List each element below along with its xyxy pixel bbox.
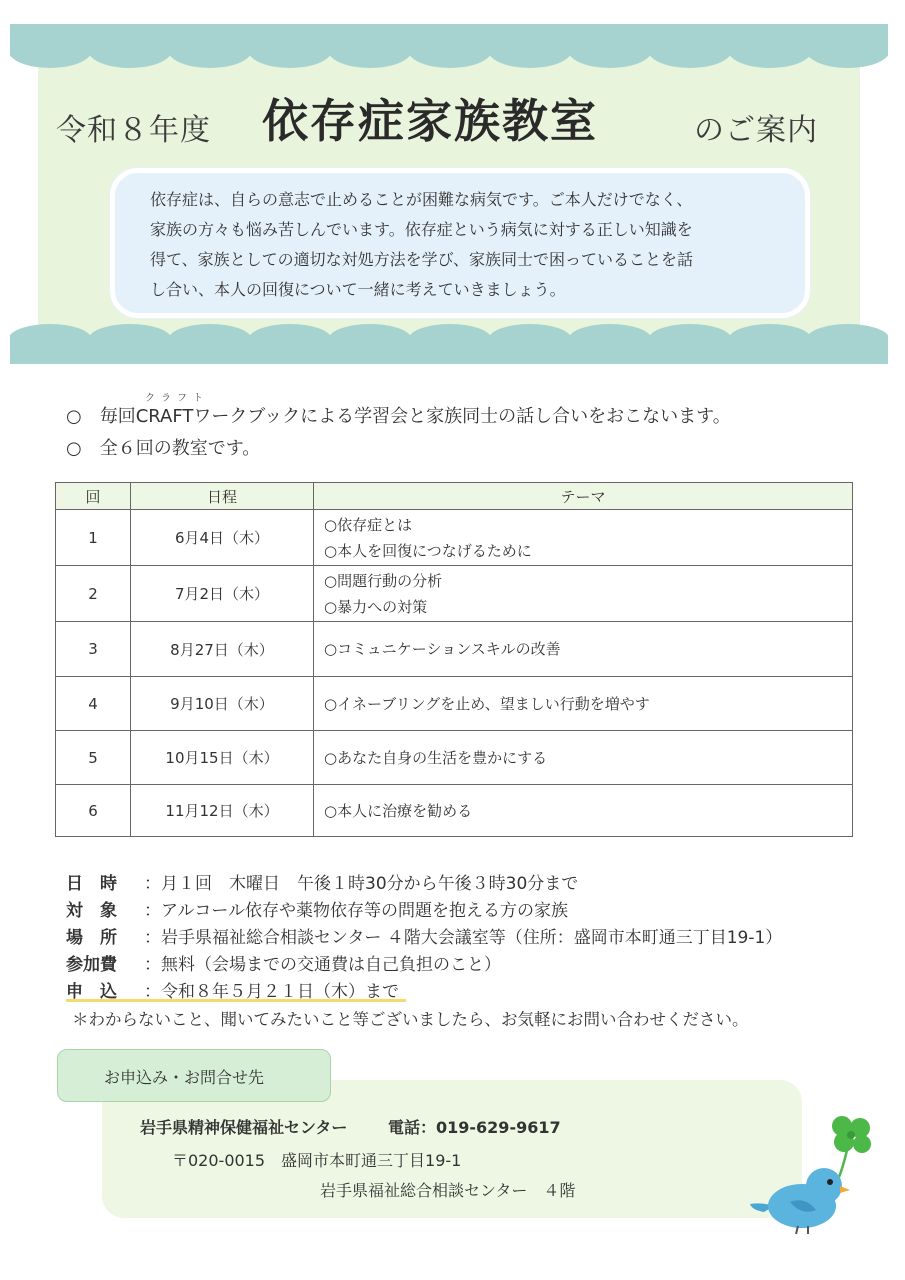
session-date: 11月12日（木） bbox=[131, 785, 314, 837]
bullet-sessions: ○ 全６回の教室です。 bbox=[66, 438, 261, 459]
intro-line: し合い、本人の回復について一緒に考えていきましょう。 bbox=[150, 280, 566, 299]
header-theme: テーマ bbox=[314, 483, 853, 510]
detail-note: ＊わからないこと、聞いてみたいこと等ございましたら、お気軽にお問い合わせください。 bbox=[72, 1010, 749, 1029]
schedule-table bbox=[55, 482, 853, 837]
intro-line: 家族の方々も悩み苦しんでいます。依存症という病気に対する正しい知識を bbox=[150, 220, 693, 239]
intro-line: 得て、家族としての適切な対処方法を学び、家族同士で困っていることを話 bbox=[150, 250, 694, 269]
contact-label: お申込み・お問合せ先 bbox=[104, 1068, 265, 1087]
session-date: 7月2日（木） bbox=[131, 566, 314, 622]
contact-org: 岩手県精神保健福祉センター bbox=[140, 1118, 348, 1137]
bird-illustration bbox=[750, 1102, 890, 1242]
intro-text bbox=[150, 185, 780, 305]
fee-label: 参加費 bbox=[66, 955, 117, 975]
table-header-row bbox=[56, 483, 853, 510]
session-number: 2 bbox=[56, 566, 131, 622]
session-theme bbox=[314, 677, 853, 731]
session-number: 3 bbox=[56, 622, 131, 677]
session-number: 4 bbox=[56, 677, 131, 731]
theme-line: ○依存症とは bbox=[324, 515, 413, 534]
target-label: 対 象 bbox=[66, 901, 117, 921]
session-number: 6 bbox=[56, 785, 131, 837]
session-number: 5 bbox=[56, 731, 131, 785]
detail-fee bbox=[66, 950, 501, 975]
session-theme bbox=[314, 566, 853, 622]
theme-line: ○本人に治療を勧める bbox=[324, 801, 473, 820]
session-theme bbox=[314, 510, 853, 566]
contact-address: 〒020‐0015 盛岡市本町通三丁目19‐1 bbox=[172, 1151, 462, 1170]
theme-line: ○問題行動の分析 bbox=[324, 571, 443, 590]
theme-line: ○暴力への対策 bbox=[324, 597, 428, 616]
detail-datetime bbox=[66, 869, 578, 894]
session-date: 8月27日（木） bbox=[131, 622, 314, 677]
session-date: 9月10日（木） bbox=[131, 677, 314, 731]
session-number: 1 bbox=[56, 510, 131, 566]
table-row bbox=[56, 510, 853, 566]
theme-line: ○あなた自身の生活を豊かにする bbox=[324, 748, 548, 767]
bullet-craft: ○ 毎回CRAFTワークブックによる学習会と家族同士の話し合いをおこないます。 bbox=[66, 406, 731, 427]
bird-icon bbox=[750, 1168, 850, 1234]
title-prefix: 令和８年度 bbox=[56, 113, 211, 148]
fee-value: ：無料（会場までの交通費は自己負担のこと） bbox=[144, 955, 501, 975]
session-theme bbox=[314, 622, 853, 677]
session-theme bbox=[314, 785, 853, 837]
table-row bbox=[56, 677, 853, 731]
header-session: 回 bbox=[56, 483, 131, 510]
craft-ruby: クラフト bbox=[145, 393, 209, 404]
theme-line: ○コミュニケーションスキルの改善 bbox=[324, 640, 561, 658]
title-main: 依存症家族教室 bbox=[262, 94, 598, 148]
contact-tel: 電話：019-629-9617 bbox=[388, 1118, 561, 1137]
detail-target bbox=[66, 896, 568, 921]
place-value: ：岩手県福祉総合相談センター ４階大会議室等（住所：盛岡市本町通三丁目19-1） bbox=[144, 928, 783, 948]
table-row bbox=[56, 785, 853, 837]
apply-value: ：令和８年５月２１日（木）まで bbox=[144, 982, 399, 1002]
session-date: 10月15日（木） bbox=[131, 731, 314, 785]
apply-label: 申 込 bbox=[66, 982, 117, 1002]
clover-icon bbox=[832, 1116, 871, 1184]
table-row bbox=[56, 566, 853, 622]
theme-line: ○本人を回復につなげるために bbox=[324, 541, 532, 560]
intro-line: 依存症は、自らの意志で止めることが困難な病気です。ご本人だけでなく、 bbox=[150, 190, 693, 209]
datetime-label: 日 時 bbox=[66, 874, 117, 894]
detail-place bbox=[66, 923, 782, 948]
page-title bbox=[0, 85, 905, 165]
header-date: 日程 bbox=[131, 483, 314, 510]
theme-line: ○イネーブリングを止め、望ましい行動を増やす bbox=[324, 694, 650, 713]
table-row bbox=[56, 622, 853, 677]
contact-building: 岩手県福祉総合相談センター ４階 bbox=[320, 1181, 576, 1200]
datetime-value: ：月１回 木曜日 午後１時30分から午後３時30分まで bbox=[144, 874, 579, 894]
session-date: 6月4日（木） bbox=[131, 510, 314, 566]
title-suffix: のご案内 bbox=[694, 113, 818, 148]
session-theme bbox=[314, 731, 853, 785]
detail-apply bbox=[66, 977, 399, 1002]
place-label: 場 所 bbox=[66, 928, 117, 948]
table-row bbox=[56, 731, 853, 785]
target-value: ：アルコール依存や薬物依存等の問題を抱える方の家族 bbox=[144, 901, 568, 921]
